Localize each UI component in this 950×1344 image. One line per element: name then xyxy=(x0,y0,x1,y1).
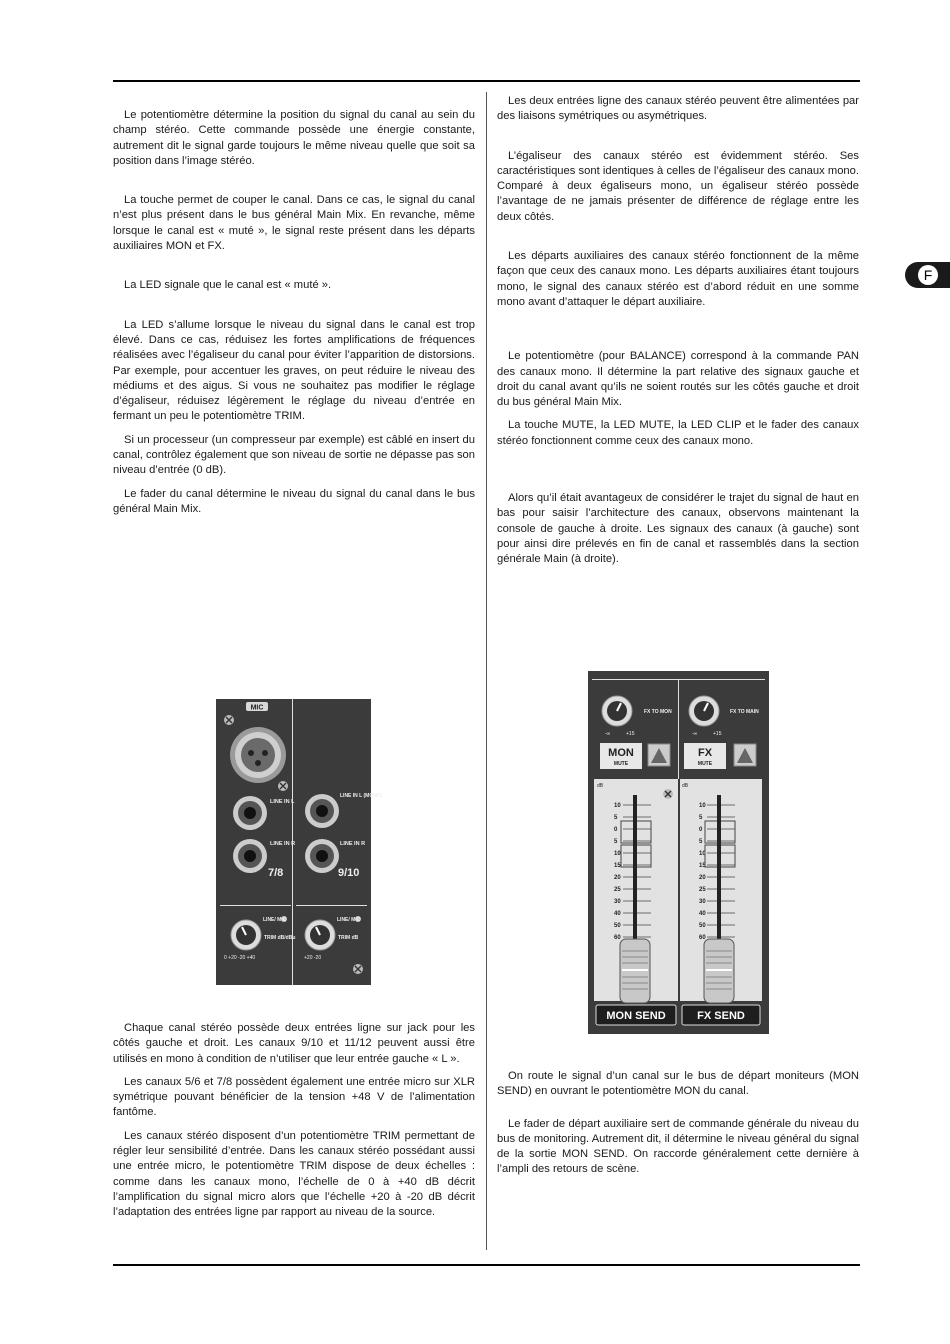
paragraph-eq: L’égaliseur des canaux stéréo est évidemment stéréo. Ses caractéristiques sont identiques à celles de l’égaliseur des canaux mono. Comparé à deux égaliseurs mono, un égaliseur stéréo possède l’avantage de ne jamais présenter de différence de réglage entre les deux côtés. xyxy=(497,149,859,223)
right-column-lower xyxy=(497,1069,859,1178)
fader-tick-label: 40 xyxy=(699,911,706,917)
mon-knob-label: FX TO MON xyxy=(644,709,672,715)
top-rule xyxy=(113,80,860,82)
fader-tick-label: 5 xyxy=(614,815,618,821)
bottom-rule xyxy=(113,1264,860,1266)
mute-label: MUTE xyxy=(613,761,629,767)
paragraph-trim: Les canaux stéréo disposent d’un potentiomètre TRIM permettant de régler leur sensibilité d’entrée. Dans les canaux stéréo possédant aussi une entrée micro, le potentiomètre TRIM dispose de deux échelles : comme dans les canaux mono, l’échelle de 0 à +40 dB décrit l’amplification du signal micro alors que l’échelle +20 à -20 dB décrit l’adaptation des entrées ligne par rapport au niveau de la source. xyxy=(113,1129,475,1219)
column-divider xyxy=(486,92,487,1250)
jack-input-icon[interactable] xyxy=(233,839,267,873)
fader-tick-label: 20 xyxy=(699,875,706,881)
knob-scale-max: +15 xyxy=(713,731,722,737)
line-mic-label: LINE/ MIC xyxy=(263,917,287,923)
fader-tick-label: 20 xyxy=(614,875,621,881)
fader-tick-label: 40 xyxy=(614,911,621,917)
fader-tick-label: 10 xyxy=(699,803,706,809)
fader-tick-label: 15 xyxy=(699,863,706,869)
paragraph-fader: Le fader du canal détermine le niveau du signal du canal dans le bus général Main Mix. xyxy=(113,487,475,515)
screw-icon xyxy=(353,964,363,974)
fader-tick-label: 5 xyxy=(699,839,703,845)
paragraph-aux: Les départs auxiliaires des canaux stéréo fonctionnent de la même façon que ceux des canaux mono. Les départs auxiliaires étant toujours mono, le signal des canaux stéréo est d’abord réduit en une somme mono avant d’attaquer le départ auxiliaire. xyxy=(497,250,859,308)
knob-scale-min: -∞ xyxy=(605,731,611,737)
trim-scale-b: +20 -20 xyxy=(304,955,322,961)
aux-sends-figure xyxy=(588,671,769,1034)
fader-tick-label: 5 xyxy=(699,815,703,821)
screw-icon xyxy=(663,789,673,799)
mon-fader-cap[interactable] xyxy=(620,939,650,1003)
fx-fader-cap[interactable] xyxy=(704,939,734,1003)
paragraph-stereo-inputs: Chaque canal stéréo possède deux entrées ligne sur jack pour les côtés gauche et droit. Les canaux 9/10 et 11/12 peuvent aussi être utilisés en mono à condition de n’utiliser que leur entrée gauche « L ». xyxy=(113,1022,475,1065)
paragraph-main-section: Alors qu’il était avantageux de considérer le trajet du signal de haut en bas pour saisir l’architecture des canaux, observons maintenant la console de gauche à droite. Les signaux des canaux (à gauche) sont pour ainsi dire prélevés en fin de canal et rassemblés dans la section générale Main (à droite). xyxy=(497,492,859,566)
fader-tick-label: 25 xyxy=(699,887,706,893)
fader-tick-label: 0 xyxy=(699,827,703,833)
paragraph-clip-led: La LED s’allume lorsque le niveau du signal dans le canal est trop élevé. Dans ce cas, réduisez les fortes amplifications de fréquences réalisées avec l’égaliseur du canal pour éviter l’apparition de distorsions. Par exemple, pour accentuer les graves, on peut réduire le niveau des médiums et des aigus. Si vous ne souhaitez pas modifier le réglage d’égaliseur, réduisez légèrement le réglage du niveau d’entrée en fermant un peu le potentiomètre TRIM. xyxy=(113,318,475,423)
language-tab-label: F xyxy=(918,265,938,285)
paragraph-line-inputs: Les deux entrées ligne des canaux stéréo peuvent être alimentées par des liaisons symétriques ou asymétriques. xyxy=(497,95,859,123)
paragraph-mute-clip: La touche MUTE, la LED MUTE, la LED CLIP et le fader des canaux stéréo fonctionnent comme ceux des canaux mono. xyxy=(497,419,859,447)
paragraph-insert: Si un processeur (un compresseur par exemple) est câblé en insert du canal, contrôlez également que son niveau de sortie ne dépasse pas son niveau d’entrée (0 dB). xyxy=(113,433,475,477)
mic-label: MIC xyxy=(250,704,264,712)
fader-tick-label: 60 xyxy=(614,935,621,941)
paragraph-bal: Le potentiomètre (pour BALANCE) correspond à la commande PAN des canaux mono. Il détermine la part relative des signaux gauche et droit du canal avant qu’ils ne soient routés sur les côtés gauche et droit du bus général Main Mix. xyxy=(497,350,859,409)
trim-label-a: TRIM dB/dBu xyxy=(264,935,296,941)
xlr-connector-icon[interactable] xyxy=(230,727,286,783)
fader-tick-label: 50 xyxy=(614,923,621,929)
line-mic-label: LINE/ MIC xyxy=(337,917,361,923)
screw-icon xyxy=(278,781,288,791)
trim-label-b: TRIM dB xyxy=(338,935,359,941)
knob-scale-min: -∞ xyxy=(692,731,698,737)
mon-send-label: MON SEND xyxy=(606,1010,666,1022)
paragraph-pan: Le potentiomètre détermine la position du signal du canal au sein du champ stéréo. Cette commande possède une énergie constante, autrement dit le signal garde toujours le même niveau quelle que soit sa position dans l’image stéréo. xyxy=(113,109,475,167)
mon-button-label: MON xyxy=(608,747,634,759)
knob-scale-max: +15 xyxy=(626,731,635,737)
fader-tick-label: 60 xyxy=(699,935,706,941)
stereo-inputs-figure xyxy=(216,699,383,985)
fader-tick-label: 0 xyxy=(614,827,618,833)
fader-tick-label: 25 xyxy=(614,887,621,893)
paragraph-mic-inputs: Les canaux 5/6 et 7/8 possèdent également une entrée micro sur XLR symétrique pouvant bénéficier de la tension +48 V de l’alimentation fantôme. xyxy=(113,1075,475,1119)
mute-label: MUTE xyxy=(697,761,713,767)
db-label: dB xyxy=(682,783,689,789)
trim-scale-a: 0 +20 -20 +40 xyxy=(224,955,256,961)
jack-input-icon[interactable] xyxy=(233,796,267,830)
fader-tick-label: 5 xyxy=(614,839,618,845)
fader-tick-label: 10 xyxy=(614,851,621,857)
paragraph-mute-led: La LED signale que le canal est « muté ». xyxy=(124,279,332,292)
line-in-r-label: LINE IN R xyxy=(340,841,366,847)
line-in-l-label: LINE IN L xyxy=(270,799,295,805)
mon-knob-icon[interactable] xyxy=(602,696,632,726)
fader-tick-label: 10 xyxy=(699,851,706,857)
db-label: dB xyxy=(597,783,604,789)
channel-7-8-label: 7/8 xyxy=(268,867,284,879)
jack-input-icon[interactable] xyxy=(305,839,339,873)
fader-tick-label: 30 xyxy=(614,899,621,905)
fx-send-label: FX SEND xyxy=(697,1010,745,1022)
screw-icon xyxy=(224,715,234,725)
line-in-l-mono-label: LINE IN L (MONO) xyxy=(340,793,383,799)
fx-button-label: FX xyxy=(697,747,713,759)
trim-knob-icon[interactable] xyxy=(231,920,261,950)
right-column xyxy=(497,94,859,568)
fader-tick-label: 10 xyxy=(614,803,621,809)
left-column xyxy=(113,108,475,517)
jack-input-icon[interactable] xyxy=(305,794,339,828)
line-in-r-label: LINE IN R xyxy=(270,841,296,847)
fader-tick-label: 50 xyxy=(699,923,706,929)
paragraph-mon-fader: Le fader de départ auxiliaire sert de commande générale du niveau du bus de monitoring. Autrement dit, il détermine le niveau général du signal de la sortie MON SEND. On raccorde généralement cette dernière à l’ampli des retours de scène. xyxy=(497,1117,859,1176)
paragraph-mon-send: On route le signal d’un canal sur le bus de départ moniteurs (MON SEND) en ouvrant le potentiomètre MON du canal. xyxy=(497,1070,859,1098)
fx-knob-label: FX TO MAIN xyxy=(730,709,759,715)
fx-knob-icon[interactable] xyxy=(689,696,719,726)
paragraph-mute: La touche permet de couper le canal. Dans ce cas, le signal du canal n’est plus présent dans le bus général Main Mix. En revanche, même lorsque le canal est « muté », le signal reste présent dans les départs auxiliaires MON et FX. xyxy=(113,194,475,253)
fader-tick-label: 30 xyxy=(699,899,706,905)
fader-tick-label: 15 xyxy=(614,863,621,869)
trim-knob-icon[interactable] xyxy=(305,920,335,950)
language-tab xyxy=(905,262,950,288)
channel-9-10-label: 9/10 xyxy=(338,867,360,879)
left-column-lower xyxy=(113,1021,475,1221)
